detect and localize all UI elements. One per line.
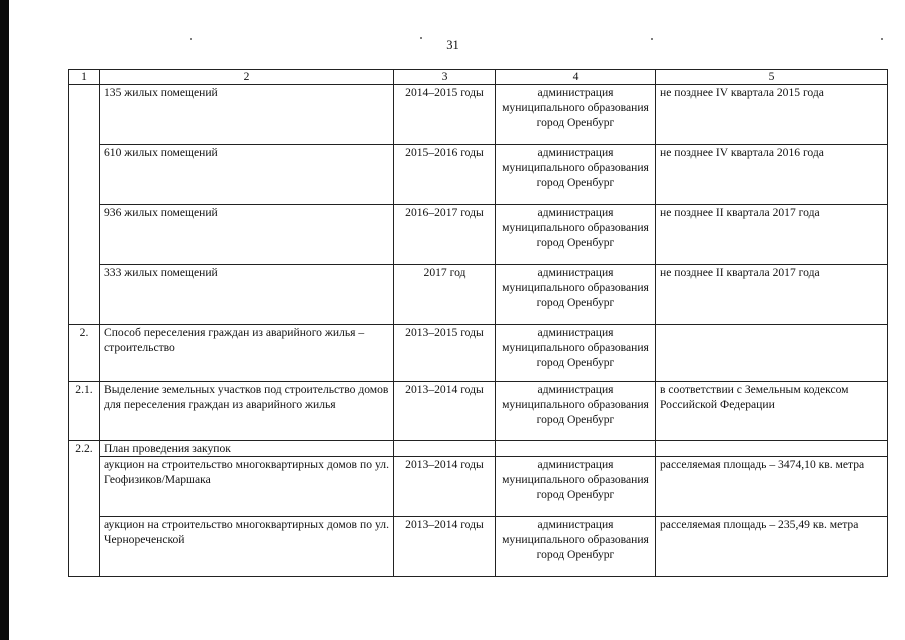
table-row [69, 325, 888, 382]
row-number [69, 265, 100, 325]
row-result: в соответствии с Земельным кодексом Российской Федерации [656, 382, 888, 441]
row-number [69, 457, 100, 517]
row-period [394, 441, 496, 457]
row-item: 610 жилых помещений [100, 145, 394, 205]
header-col-1: 1 [69, 70, 100, 85]
row-responsible: администрация муниципального образования город Оренбург [496, 382, 656, 441]
row-responsible: администрация муниципального образования город Оренбург [496, 205, 656, 265]
table-row [69, 457, 888, 517]
header-col-5: 5 [656, 70, 888, 85]
row-item: План проведения закупок [100, 441, 394, 457]
header-row [69, 70, 888, 85]
row-responsible: администрация муниципального образования город Оренбург [496, 265, 656, 325]
row-result: не позднее IV квартала 2016 года [656, 145, 888, 205]
row-item: 936 жилых помещений [100, 205, 394, 265]
table-row [69, 265, 888, 325]
row-responsible: администрация муниципального образования город Оренбург [496, 517, 656, 577]
table-row [69, 85, 888, 145]
row-period: 2015–2016 годы [394, 145, 496, 205]
row-responsible: администрация муниципального образования город Оренбург [496, 325, 656, 382]
table-row [69, 441, 888, 457]
header-col-2: 2 [100, 70, 394, 85]
row-result: расселяемая площадь – 3474,10 кв. метра [656, 457, 888, 517]
row-responsible: администрация муниципального образования город Оренбург [496, 457, 656, 517]
row-result: расселяемая площадь – 235,49 кв. метра [656, 517, 888, 577]
row-result [656, 441, 888, 457]
row-result: не позднее IV квартала 2015 года [656, 85, 888, 145]
row-item: 333 жилых помещений [100, 265, 394, 325]
table-row [69, 205, 888, 265]
row-number: 2.1. [69, 382, 100, 441]
row-number [69, 517, 100, 577]
row-item: Выделение земельных участков под строительство домов для переселения граждан из аварийного жилья [100, 382, 394, 441]
row-number: 2.2. [69, 441, 100, 457]
page-number: 31 [446, 38, 459, 52]
row-period: 2013–2014 годы [394, 382, 496, 441]
row-result [656, 325, 888, 382]
row-result: не позднее II квартала 2017 года [656, 205, 888, 265]
row-item: 135 жилых помещений [100, 85, 394, 145]
table-row [69, 382, 888, 441]
header-col-3: 3 [394, 70, 496, 85]
row-responsible: администрация муниципального образования город Оренбург [496, 145, 656, 205]
row-period: 2013–2014 годы [394, 517, 496, 577]
header-col-4: 4 [496, 70, 656, 85]
row-result: не позднее II квартала 2017 года [656, 265, 888, 325]
row-item: Способ переселения граждан из аварийного жилья – строительство [100, 325, 394, 382]
table-row [69, 517, 888, 577]
scan-edge [0, 0, 9, 640]
row-period: 2014–2015 годы [394, 85, 496, 145]
row-number [69, 205, 100, 265]
row-number: 2. [69, 325, 100, 382]
row-period: 2016–2017 годы [394, 205, 496, 265]
row-item: аукцион на строительство многоквартирных домов по ул. Чернореченской [100, 517, 394, 577]
row-number [69, 145, 100, 205]
row-responsible [496, 441, 656, 457]
table-row [69, 145, 888, 205]
row-number [69, 85, 100, 145]
row-period: 2013–2015 годы [394, 325, 496, 382]
row-period: 2013–2014 годы [394, 457, 496, 517]
plan-table [68, 69, 888, 577]
row-period: 2017 год [394, 265, 496, 325]
row-item: аукцион на строительство многоквартирных домов по ул. Геофизиков/Маршака [100, 457, 394, 517]
row-responsible: администрация муниципального образования город Оренбург [496, 85, 656, 145]
